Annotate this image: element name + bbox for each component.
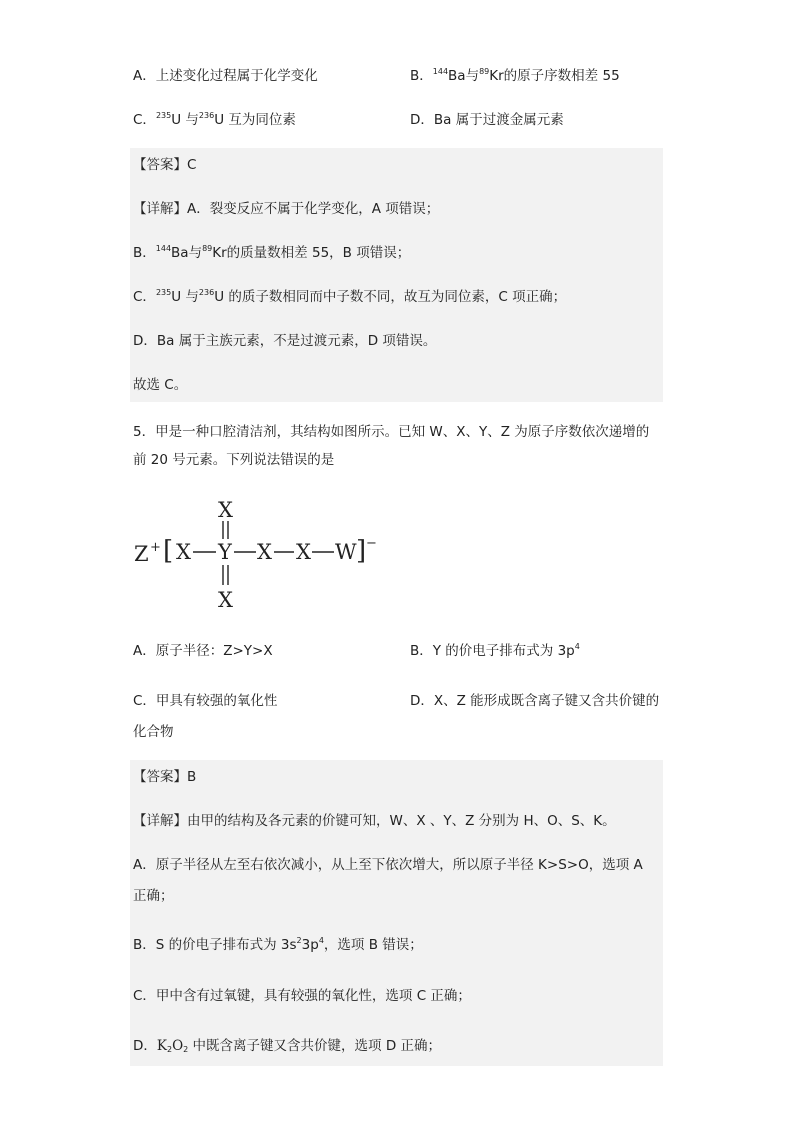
q4-option-b: B．$^{144}$Ba与$^{89}$Kr的原子序数相差 55 — [410, 67, 620, 84]
struct-right-bracket: ] — [356, 536, 367, 566]
struct-bottom-x: X — [218, 588, 233, 612]
q5-answer: 【答案】B — [133, 769, 197, 785]
q4-answer-box — [130, 148, 663, 402]
q4-answer: 【答案】C — [133, 157, 197, 173]
structure-diagram — [130, 495, 390, 615]
struct-x3: X — [296, 540, 311, 564]
q4-detail-line1: 【详解】A．裂变反应不属于化学变化，A 项错误； — [133, 201, 440, 217]
struct-cation-charge: + — [150, 540, 161, 555]
q5-stem — [133, 418, 663, 474]
q5-stem-line1: 5．甲是一种口腔清洁剂，其结构如图所示。已知 W、X、Y、Z 为原子序数依次递增的 — [133, 424, 650, 440]
q5-detail-line1: 【详解】由甲的结构及各元素的价键可知，W、X 、Y、Z 分别为 H、O、S、K。 — [133, 813, 616, 829]
struct-cation: Z — [134, 542, 149, 566]
struct-left-bracket: [ — [163, 536, 174, 566]
q5-option-d: D．X、Z 能形成既含离子键又含共价键的 — [410, 693, 660, 709]
q4-detail-line5: 故选 C。 — [133, 377, 188, 393]
q5-option-b: B．Y 的价电子排布式为 $3p^4$ — [410, 642, 580, 659]
q4-detail-line3: C．$^{235}$U 与$^{236}$U 的质子数相同而中子数不同，故互为同位素，C 项正确； — [133, 288, 567, 305]
q5-option-d-continued: 化合物 — [133, 724, 174, 740]
q4-option-a: A．上述变化过程属于化学变化 — [133, 68, 318, 84]
q5-detail-line2-cont: 正确； — [133, 888, 174, 904]
q5-stem-line2: 前 20 号元素。下列说法错误的是 — [133, 452, 335, 468]
struct-top-x: X — [218, 498, 233, 522]
q4-option-c: C．$^{235}$U 与$^{236}$U 互为同位素 — [133, 111, 296, 128]
q5-detail-line3: B．S 的价电子排布式为 $3s^23p^4$，选项 B 错误； — [133, 936, 423, 953]
q4-detail-line4: D．Ba 属于主族元素，不是过渡元素，D 项错误。 — [133, 333, 437, 349]
q4-option-d: D．Ba 属于过渡金属元素 — [410, 112, 564, 128]
q5-detail-line4: C．甲中含有过氧键，具有较强的氧化性，选项 C 正确； — [133, 988, 471, 1004]
struct-w: W — [335, 540, 357, 564]
q4-detail-line2: B．$^{144}$Ba与$^{89}$Kr的质量数相差 55，B 项错误； — [133, 244, 411, 261]
struct-y: Y — [218, 540, 232, 564]
q5-detail-line2: A．原子半径从左至右依次减小，从上至下依次增大，所以原子半径 K>S>O，选项 A — [133, 857, 643, 873]
q5-option-c: C．甲具有较强的氧化性 — [133, 693, 278, 709]
struct-x2: X — [257, 540, 272, 564]
struct-x1: X — [176, 540, 191, 564]
q5-detail-line5: D．$K_2O_2$ 中既含离子键又含共价键，选项 D 正确； — [133, 1038, 442, 1054]
struct-anion-charge: − — [366, 536, 377, 551]
q5-answer-box — [130, 760, 663, 1066]
q5-option-a: A．原子半径：Z>Y>X — [133, 643, 273, 659]
